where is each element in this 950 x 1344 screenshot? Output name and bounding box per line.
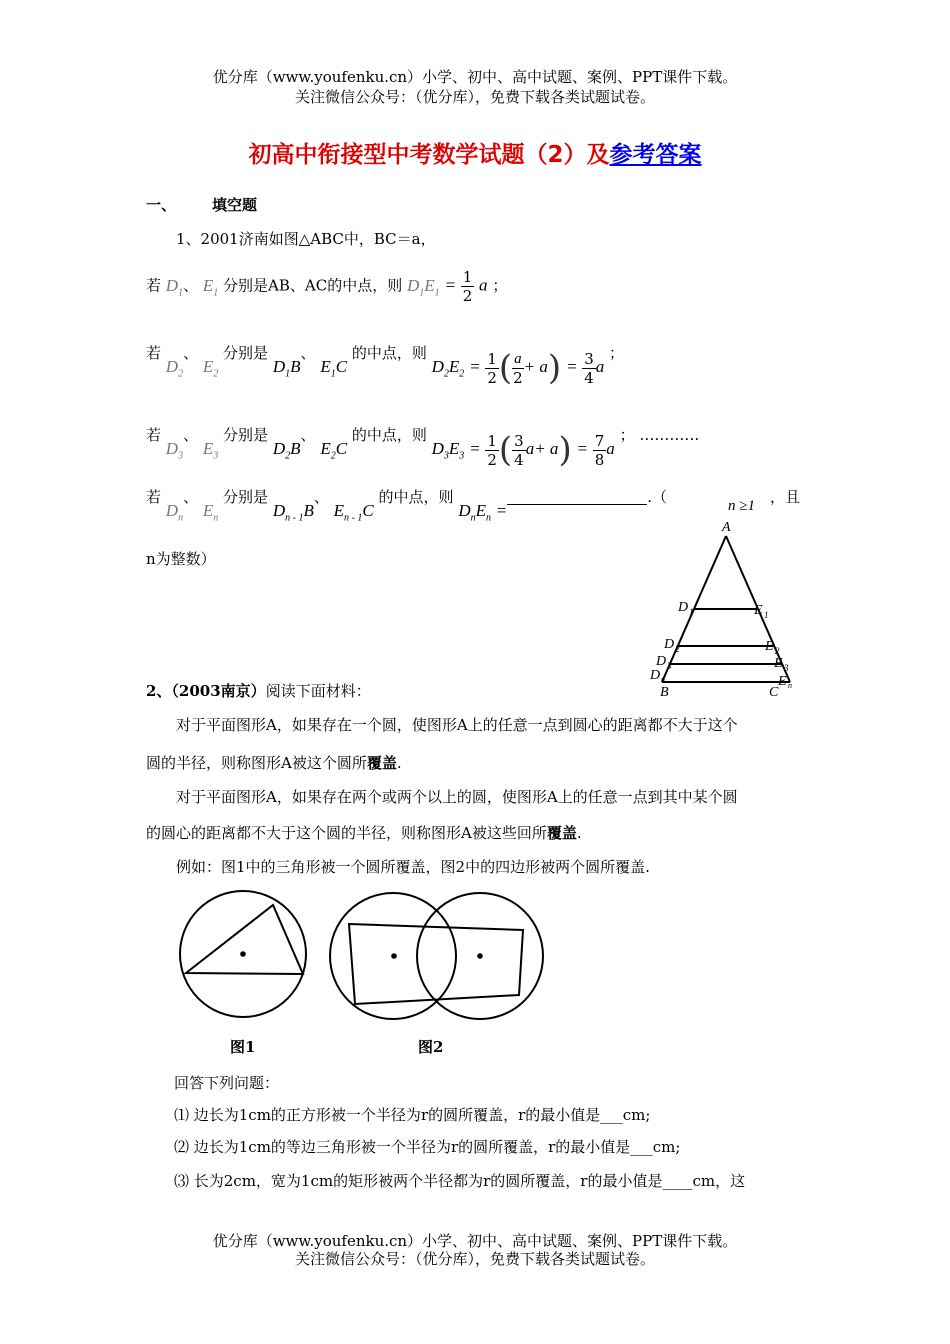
label-e3-sub: 3 bbox=[784, 663, 789, 673]
ruo-text: 若 bbox=[146, 276, 162, 295]
label-d2: D bbox=[664, 637, 675, 652]
math-d1e1: $D_1E_1$ bbox=[407, 275, 440, 298]
math-d3: $D_3$ bbox=[165, 439, 184, 462]
label-a: A bbox=[722, 520, 731, 535]
math-dnm1b: $D_{n - 1}B$ bbox=[272, 501, 314, 524]
ruo-text: 若 bbox=[146, 426, 162, 444]
eq: = bbox=[444, 275, 456, 295]
semicolon: ； bbox=[609, 344, 625, 362]
fenbie: 分别是 bbox=[223, 344, 269, 362]
label-en-sub: n bbox=[788, 681, 792, 690]
q2-sub-2: ⑵ 边长为1cm的等边三角形被一个半径为r的圆所覆盖，r的最小值是___cm; bbox=[174, 1138, 681, 1156]
section-label: 填空题 bbox=[212, 196, 258, 214]
q2-para1b: 圆的半径，则称图形A被这个圆所覆盖. bbox=[146, 754, 402, 772]
math-e1c: $E_1C$ bbox=[320, 357, 348, 380]
math-a: a bbox=[479, 275, 488, 295]
figure-1 bbox=[172, 890, 317, 1030]
sep: 、 bbox=[183, 488, 199, 506]
q2-sub-3: ⑶ 长为2cm，宽为1cm的矩形被两个半径都为r的圆所覆盖，r的最小值是____cm，这 bbox=[174, 1172, 746, 1190]
frac-half: $\frac{1}{2}$ bbox=[462, 268, 473, 305]
expr-3: = $\frac{1}{2}$ ( $\frac{3}{4}$ a+ a) = $\frac{7}{8}$ a bbox=[469, 430, 615, 470]
q1-line-1 bbox=[146, 268, 507, 305]
q2-example: 例如：图1中的三角形被一个圆所覆盖，图2中的四边形被两个圆所覆盖. bbox=[176, 858, 650, 876]
fig2-quadrilateral bbox=[349, 924, 523, 1004]
label-d1: D bbox=[678, 600, 689, 615]
q1-line-4 bbox=[146, 486, 668, 524]
label-e1-sub: 1 bbox=[764, 610, 769, 620]
math-en: $E_n$ bbox=[202, 501, 219, 524]
math-d2: $D_2$ bbox=[165, 357, 184, 380]
sep: 、 bbox=[183, 344, 199, 362]
fenbie: 分别是 bbox=[223, 488, 269, 506]
fig1-center-dot bbox=[240, 951, 246, 957]
fig1-triangle bbox=[186, 905, 303, 974]
sep: 、 bbox=[300, 426, 316, 444]
sep: 、 bbox=[313, 488, 329, 506]
label-d1-sub: 1 bbox=[689, 607, 694, 617]
math-dn: $D_n$ bbox=[165, 501, 184, 524]
de-zhongdian: 的中点，则 bbox=[378, 488, 454, 506]
math-e1: $E_1$ bbox=[202, 275, 219, 298]
q2-sub-1: ⑴ 边长为1cm的正方形被一个半径为r的圆所覆盖，r的最小值是___cm; bbox=[174, 1106, 651, 1124]
label-dn: D bbox=[650, 668, 661, 683]
figure-2 bbox=[325, 890, 551, 1030]
math-d3e3: $D_3E_3$ bbox=[431, 439, 465, 462]
sep: 、 bbox=[183, 276, 199, 295]
label-d2-sub: 2 bbox=[675, 644, 680, 654]
semicolon: ； bbox=[492, 276, 508, 295]
label-d3-sub: 3 bbox=[667, 661, 672, 671]
sep: 、 bbox=[183, 426, 199, 444]
header-line-2: 关注微信公众号：（优分库），免费下载各类试题试卷。 bbox=[294, 88, 655, 106]
title-answer-link[interactable]: 参考答案 bbox=[609, 142, 702, 168]
label-c: C bbox=[769, 685, 779, 700]
math-enm1c: $E_{n - 1}C$ bbox=[333, 501, 374, 524]
footer-line-2: 关注微信公众号：（优分库），免费下载各类试题试卷。 bbox=[294, 1250, 655, 1268]
math-d2b: $D_2B$ bbox=[272, 439, 301, 462]
label-e1: E bbox=[754, 603, 763, 618]
label-e2: E bbox=[765, 639, 774, 654]
q1-intro: 1、2001济南如图△ABC中，BC＝a， bbox=[176, 230, 436, 248]
q2-para1a: 对于平面图形A，如果存在一个圆，使图形A上的任意一点到圆心的距离都不大于这个 bbox=[176, 716, 738, 734]
fig2-center-dot-right bbox=[477, 953, 483, 959]
de-zhongdian: 的中点，则 bbox=[351, 426, 427, 444]
q2-intro-rest: 阅读下面材料： bbox=[265, 682, 371, 700]
math-dnen: $D_nE_n$ bbox=[458, 501, 491, 524]
q2-para2a: 对于平面图形A，如果存在两个或两个以上的圆，使图形A上的任意一点到其中某个圆 bbox=[176, 788, 738, 806]
ruo-text: 若 bbox=[146, 488, 162, 506]
ruo-text: 若 bbox=[146, 344, 162, 362]
q2-intro bbox=[146, 680, 371, 701]
math-d2e2: $D_2E_2$ bbox=[431, 357, 465, 380]
blank-end: .（ bbox=[647, 488, 668, 506]
label-dn-sub: n bbox=[661, 675, 665, 684]
section-number: 一、 bbox=[146, 196, 177, 214]
expr-2: = $\frac{1}{2}$ ( $\frac{a}{2}$ + a) = $\frac{3}{4}$ a bbox=[469, 348, 605, 388]
sep: 、 bbox=[300, 344, 316, 362]
math-d1b: $D_1B$ bbox=[272, 357, 301, 380]
label-d3: D bbox=[656, 654, 667, 669]
triangle-figure bbox=[640, 516, 810, 700]
fig2-center-dot-left bbox=[391, 953, 397, 959]
answer-blank[interactable] bbox=[507, 504, 647, 505]
q2-answer-intro: 回答下列问题： bbox=[174, 1074, 280, 1092]
page-title bbox=[0, 136, 950, 169]
q1-line-3 bbox=[146, 416, 700, 470]
q2-number: 2、（2003南京） bbox=[146, 682, 266, 700]
semicolon: ； bbox=[619, 426, 635, 444]
dots: ………… bbox=[639, 426, 700, 444]
label-en: E bbox=[778, 674, 787, 689]
n-condition: n ≥1 bbox=[728, 498, 755, 514]
de-zhongdian: 的中点，则 bbox=[351, 344, 427, 362]
eq: = bbox=[495, 501, 508, 520]
math-e2: $E_2$ bbox=[202, 357, 219, 380]
label-b: B bbox=[660, 685, 669, 700]
math-e3: $E_3$ bbox=[202, 439, 219, 462]
math-d1: $D_1$ bbox=[165, 275, 184, 298]
label-e2-sub: 2 bbox=[775, 646, 780, 656]
label-e3: E bbox=[774, 656, 783, 671]
q1-line-2 bbox=[146, 334, 625, 388]
fenbie: 分别是 bbox=[223, 426, 269, 444]
line1-mid: 分别是AB、AC的中点，则 bbox=[223, 276, 403, 295]
q1-last-line: n为整数） bbox=[146, 550, 216, 568]
qie-text: ，且 bbox=[770, 488, 801, 506]
math-e2c: $E_2C$ bbox=[320, 439, 348, 462]
header-line-1: 优分库（www.youfenku.cn）小学、初中、高中试题、案例、PPT课件下载。 bbox=[212, 68, 738, 86]
title-main: 初高中衔接型中考数学试题（2）及 bbox=[248, 142, 610, 168]
fig1-caption: 图1 bbox=[230, 1038, 256, 1056]
footer-line-1: 优分库（www.youfenku.cn）小学、初中、高中试题、案例、PPT课件下载。 bbox=[212, 1232, 738, 1250]
fig2-caption: 图2 bbox=[418, 1038, 444, 1056]
q2-para2b: 的圆心的距离都不大于这个圆的半径，则称图形A被这些回所覆盖. bbox=[146, 824, 582, 842]
